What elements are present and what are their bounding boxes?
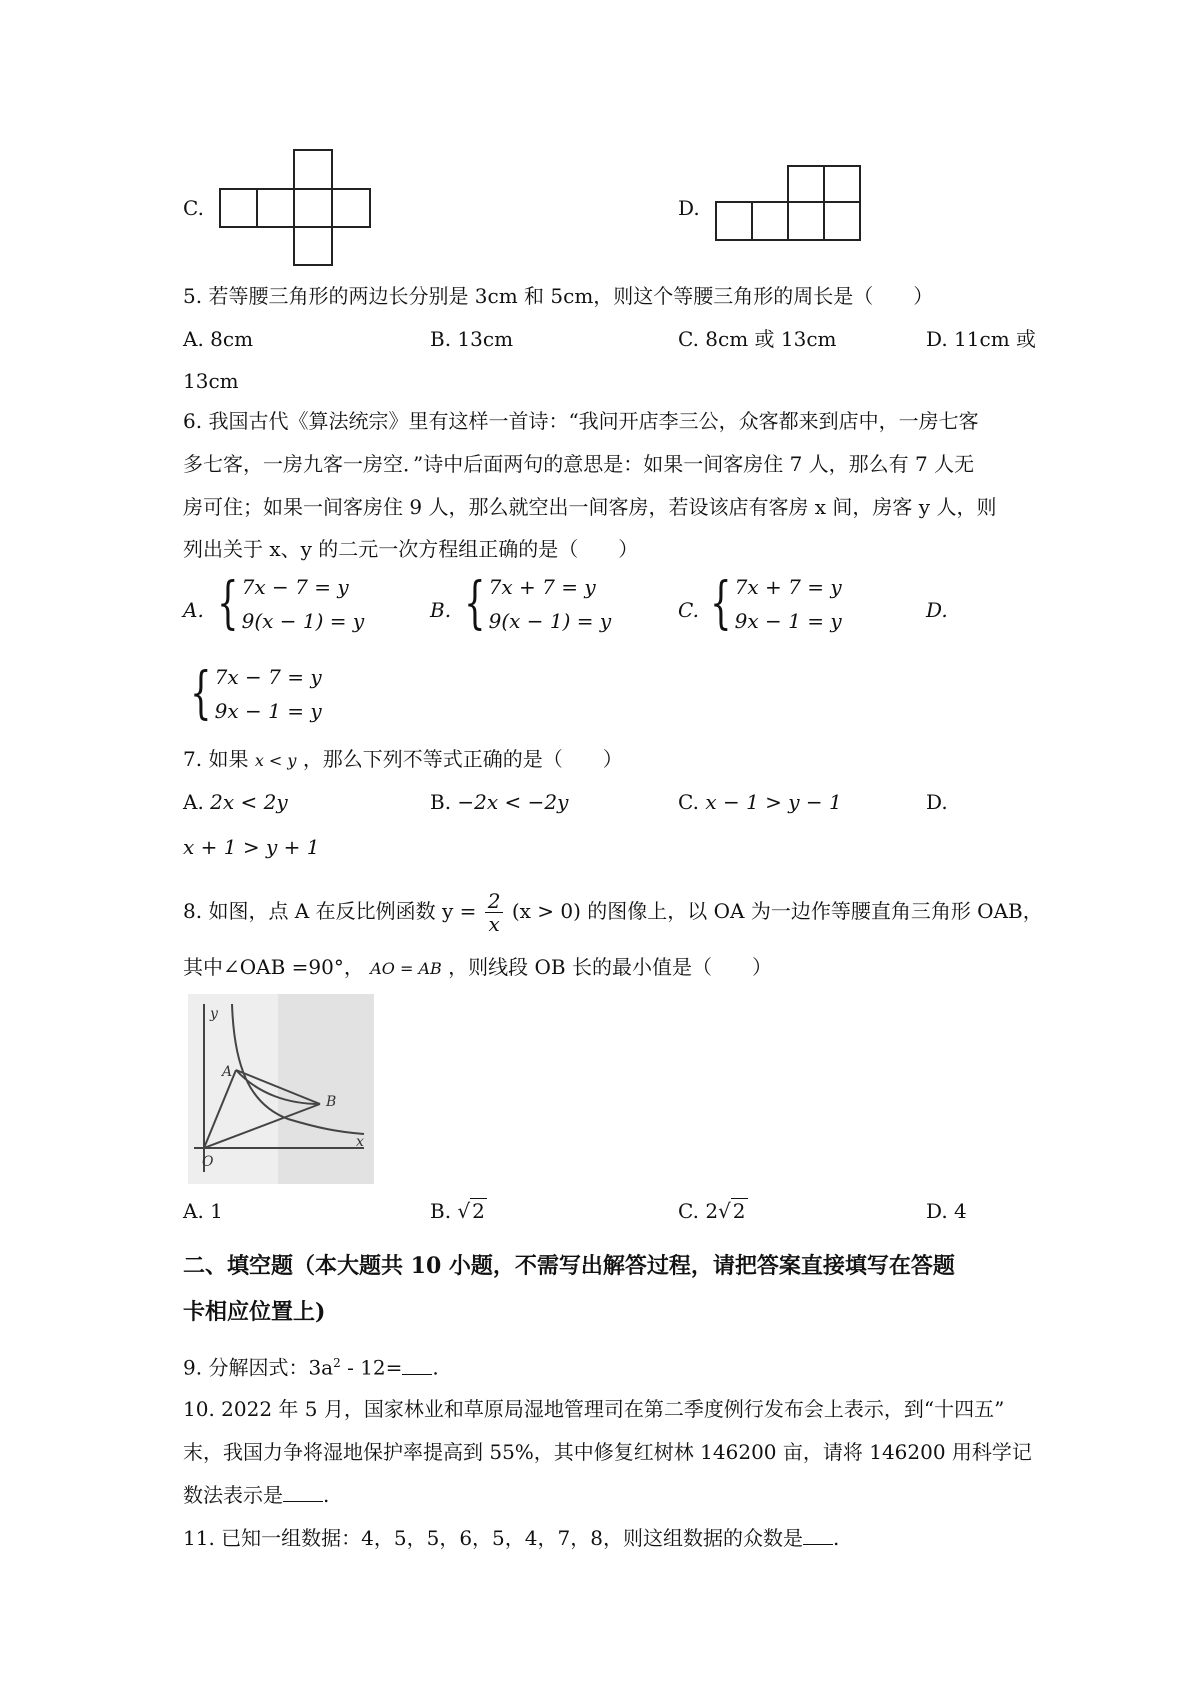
q7-option-d-label: D.	[926, 790, 948, 814]
q8-stem-line-1	[183, 886, 1043, 936]
q9-stem	[183, 1342, 439, 1389]
q5-stem: 5. 若等腰三角形的两边长分别是 3cm 和 5cm，则这个等腰三角形的周长是（ ）	[183, 284, 934, 308]
q6-option-a-eq2: 9(x − 1) = y	[241, 609, 365, 633]
q6-option-b-eq1: 7x + 7 = y	[488, 575, 596, 599]
sqrt-icon: √ 2	[457, 1199, 485, 1223]
q5-option-d: D. 11cm 或	[926, 327, 1037, 351]
q8-option-c-label: C.	[678, 1199, 699, 1223]
q6-line-2: 多七客，一房九客一房空．”诗中后面两句的意思是：如果一间客房住 7 人，那么有 7 人无	[183, 452, 975, 476]
q8-figure-a-label: A	[222, 1064, 233, 1080]
q8-option-b	[430, 1190, 487, 1232]
q10-line-1: 10. 2022 年 5 月，国家林业和草原局湿地管理司在第二季度例行发布会上表示，到“十四五”	[183, 1397, 1005, 1421]
q7-option-a-label: A.	[183, 790, 204, 814]
q6-option-d-system	[183, 660, 322, 728]
q10-line-3-end: .	[323, 1483, 330, 1507]
q6-option-b-system	[457, 570, 611, 638]
q6-line-1: 6. 我国古代《算法统宗》里有这样一首诗：“我问开店李三公，众客都来到店中，一房七客	[183, 409, 979, 433]
q8-figure-o-label: O	[202, 1154, 214, 1170]
q8-option-c-coefficient: 2	[705, 1199, 719, 1223]
q8-option-c	[678, 1190, 748, 1232]
section-2-heading-line-1: 二、填空题（本大题共 10 小题，不需写出解答过程，请把答案直接填写在答题	[183, 1253, 955, 1279]
q8-figure-b-label: B	[326, 1094, 337, 1110]
q10-line-3-pre: 数法表示是	[183, 1483, 283, 1507]
q6-option-d-label: D.	[926, 598, 948, 622]
q10-line-2: 末，我国力争将湿地保护率提高到 55%，其中修复红树林 146200 亩，请将 146200 用科学记	[183, 1440, 1032, 1464]
q7-stem-post: ，那么下列不等式正确的是（ ）	[302, 747, 623, 771]
q8-option-c-radicand: 2	[732, 1199, 746, 1223]
q8-stem-2-condition: AO = AB	[370, 959, 442, 978]
q5-option-a: A. 8cm	[183, 327, 254, 351]
q7-option-c-label: C.	[678, 790, 699, 814]
q9-stem-post: - 12=	[340, 1355, 403, 1380]
q9-answer-blank	[402, 1354, 432, 1375]
q6-option-b-label: B.	[430, 598, 452, 622]
q6-option-d-eq1: 7x − 7 = y	[214, 665, 322, 689]
q7-option-c-text: x − 1 > y − 1	[705, 790, 842, 814]
q6-option-c-system	[703, 570, 842, 638]
section-2-heading-line-2: 卡相应位置上)	[183, 1299, 326, 1325]
q6-option-b-eq2: 9(x − 1) = y	[488, 609, 612, 633]
q7-option-a	[183, 781, 288, 823]
q5-option-d-continued: 13cm	[183, 369, 239, 393]
q7-option-b-label: B.	[430, 790, 452, 814]
q7-option-b	[430, 781, 568, 823]
q6-option-a-label: A.	[183, 598, 204, 622]
q8-figure-y-label: y	[210, 1006, 218, 1022]
q9-stem-end: .	[432, 1355, 439, 1380]
brace-icon: {	[217, 571, 239, 636]
q8-fraction-numerator: 2	[485, 890, 504, 913]
brace-icon: {	[190, 661, 212, 726]
q7-option-a-text: 2x < 2y	[210, 790, 288, 814]
q7-stem-condition: x < y	[254, 751, 297, 770]
q8-option-a: A. 1	[183, 1199, 223, 1223]
q6-option-c-eq1: 7x + 7 = y	[734, 575, 842, 599]
q7-stem	[183, 738, 623, 782]
q11-stem-pre: 11. 已知一组数据：4，5，5，6，5，4，7，8，则这组数据的众数是	[183, 1526, 803, 1550]
q10-line-3	[183, 1474, 329, 1516]
q8-stem-2-pre: 其中∠OAB =90°，	[183, 955, 364, 979]
q4-option-c-net-figure	[218, 148, 378, 268]
q5-option-b: B. 13cm	[430, 327, 514, 351]
q6-option-c-label: C.	[678, 598, 699, 622]
q7-option-d-text: x + 1 > y + 1	[183, 835, 320, 859]
brace-icon: {	[710, 571, 732, 636]
brace-icon: {	[464, 571, 486, 636]
q6-option-c-eq2: 9x − 1 = y	[734, 609, 842, 633]
q10-answer-blank	[283, 1481, 323, 1502]
q11-answer-blank	[803, 1524, 833, 1545]
q8-stem-1-post: (x > 0) 的图像上，以 OA 为一边作等腰直角三角形 OAB，	[511, 899, 1043, 923]
q4-option-d-net-figure	[714, 164, 864, 244]
q8-option-b-radicand: 2	[472, 1199, 485, 1223]
q8-fraction	[485, 890, 504, 935]
q8-stem-2-post: ，则线段 OB 长的最小值是（ ）	[448, 955, 772, 979]
q7-stem-pre: 7. 如果	[183, 747, 249, 771]
q6-line-4: 列出关于 x、y 的二元一次方程组正确的是（ ）	[183, 537, 639, 561]
q6-option-a-system	[210, 570, 364, 638]
q5-option-c: C. 8cm 或 13cm	[678, 327, 837, 351]
q8-stem-1-pre: 8. 如图，点 A 在反比例函数 y =	[183, 899, 477, 923]
q7-option-c	[678, 781, 842, 823]
q8-fraction-denominator: x	[488, 912, 500, 936]
q6-line-3: 房可住；如果一间客房住 9 人，那么就空出一间客房，若设该店有客房 x 间，房客 y 人，则	[183, 495, 997, 519]
q6-option-d-eq2: 9x − 1 = y	[214, 699, 322, 723]
q11-stem-end: .	[832, 1526, 840, 1550]
q11-stem	[183, 1517, 839, 1559]
q8-stem-line-2	[183, 946, 772, 990]
q8-option-d: D. 4	[926, 1199, 967, 1223]
q9-stem-pre: 9. 分解因式：3a	[183, 1355, 334, 1380]
sqrt-icon: √ 2	[718, 1199, 746, 1223]
q8-option-b-label: B.	[430, 1199, 452, 1223]
q4-option-c-label: C.	[183, 196, 204, 220]
q7-option-b-text: −2x < −2y	[457, 790, 569, 814]
q8-figure-x-label: x	[356, 1134, 364, 1150]
q9-exponent: 2	[333, 1356, 341, 1370]
q4-option-d-label: D.	[678, 196, 700, 220]
q6-option-a-eq1: 7x − 7 = y	[241, 575, 349, 599]
q8-figure	[188, 994, 374, 1184]
